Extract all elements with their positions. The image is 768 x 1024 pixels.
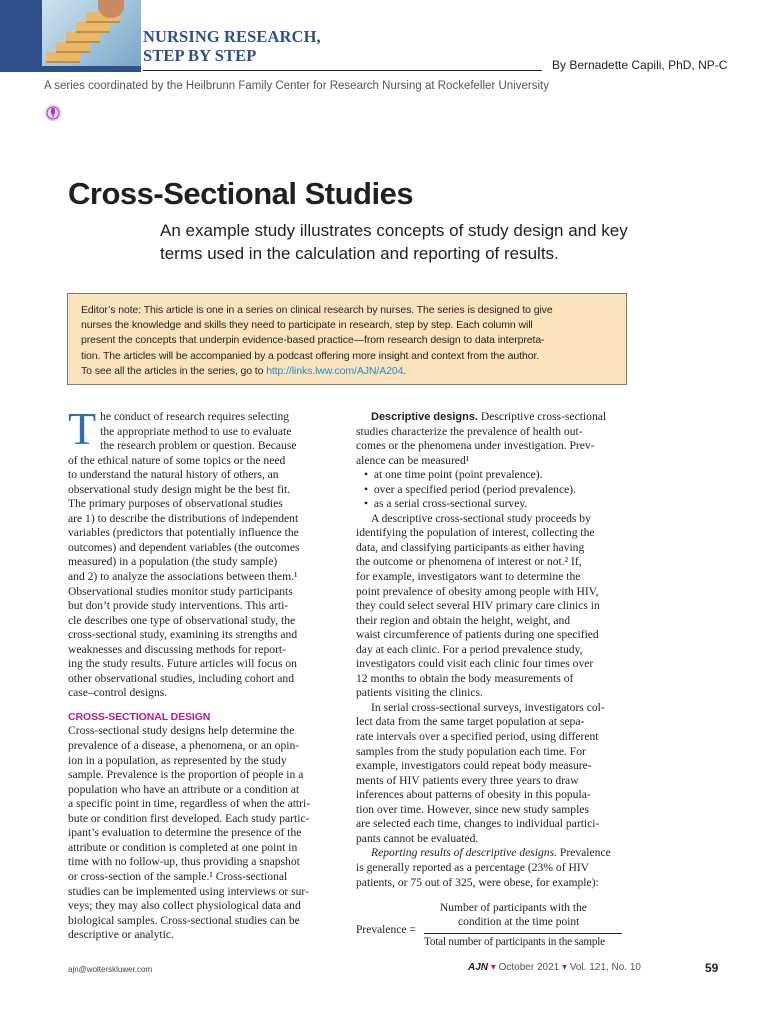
- body-line: time with no follow-up, thus providing a snapshot: [68, 855, 300, 869]
- body-line: rate intervals over a specified period, using different: [356, 730, 599, 744]
- list-item: • at one time point (point prevalence).: [364, 468, 543, 482]
- body-line: prevalence of a disease, a phenomena, or an opin-: [68, 739, 300, 753]
- body-line: attribute or condition is completed at one point in: [68, 840, 298, 854]
- body-line: bute or condition first developed. Each study partic-: [68, 811, 310, 825]
- body-line: pants cannot be evaluated.: [356, 831, 479, 845]
- body-line: he conduct of research requires selecting: [100, 410, 290, 423]
- series-link[interactable]: http://links.lww.com/AJN/A204: [266, 364, 404, 377]
- body-line: samples from the study population each time. For: [356, 744, 586, 758]
- body-line: or cross-section of the sample.¹ Cross-sectional: [68, 869, 288, 883]
- header-steps-image: [42, 0, 141, 66]
- body-line: Observational studies monitor study participants: [68, 584, 293, 598]
- body-line: [356, 846, 628, 861]
- header-rule: [143, 70, 542, 71]
- editors-note-line: tion. The articles will be accompanied by a podcast offering more insight and context from the author.: [81, 349, 540, 362]
- volume-issue: Vol. 121, No. 10: [569, 962, 641, 973]
- intro-paragraph: [68, 403, 350, 701]
- editors-note-box: [67, 293, 627, 385]
- author-byline: By Bernadette Capili, PhD, NP-C: [552, 58, 728, 72]
- list-item: • over a specified period (period prevalence).: [364, 482, 577, 496]
- body-line: identifying the population of interest, collecting the: [356, 526, 595, 540]
- body-line: cle describes one type of observational study, the: [68, 613, 296, 627]
- editors-note-link-prefix: To see all the articles in the series, go to: [81, 364, 267, 377]
- body-line: ing the study results. Future articles will focus on: [68, 657, 297, 671]
- italic-run-in: Reporting results of descriptive designs.: [371, 846, 558, 860]
- section-heading: CROSS-SECTIONAL DESIGN: [68, 710, 211, 723]
- body-line: studies can be implemented using interviews or sur-: [68, 884, 309, 898]
- body-line: inferences about patterns of obesity in this popula-: [356, 788, 591, 802]
- body-line: sample. Prevalence is the proportion of people in a: [68, 768, 304, 782]
- editors-note-last-line: [81, 364, 614, 379]
- body-line: their region and obtain the height, weight, and: [356, 613, 571, 627]
- bullet-text: at one time point (point prevalence).: [373, 468, 543, 482]
- body-line: outcomes) and dependent variables (the outcomes: [68, 540, 300, 554]
- body-line: patients, or 75 out of 325, were obese, for example):: [356, 875, 599, 889]
- body-line: day at each clinic. For a period prevalence study,: [356, 642, 583, 656]
- body-line: is generally reported as a percentage (23% of HIV: [356, 860, 590, 874]
- body-line: In serial cross-sectional surveys, investigators col-: [371, 700, 605, 714]
- series-title-line2: STEP BY STEP: [143, 46, 257, 65]
- body-line: studies characterize the prevalence of health out-: [356, 424, 583, 438]
- body-line: the appropriate method to use to evaluate: [100, 424, 292, 438]
- body-line: veys; they may also collect physiological data and: [68, 899, 301, 913]
- body-line: investigators could visit each clinic four times over: [356, 657, 594, 671]
- issue-date: October 2021: [498, 962, 560, 973]
- body-line: alence can be measured¹: [356, 453, 470, 467]
- body-line: they could select several HIV primary care clinics in: [356, 599, 600, 613]
- body-line: ipant’s evaluation to determine the presence of the: [68, 826, 302, 840]
- article-title: Cross-Sectional Studies: [68, 176, 414, 211]
- body-line: The primary purposes of observational studies: [68, 497, 283, 511]
- body-line: descriptive or analytic.: [68, 928, 174, 942]
- body-column-right: [356, 410, 628, 890]
- bullet-text: over a specified period (period prevalence).: [373, 482, 577, 496]
- prevalence-formula: [356, 902, 628, 952]
- footer-email: ajn@wolterskluwer.com: [68, 965, 153, 974]
- body-line: 12 months to obtain the body measurements of: [356, 671, 574, 685]
- run-in-text: Descriptive cross-sectional: [478, 410, 607, 423]
- body-line: lect data from the same target population at sepa-: [356, 715, 585, 729]
- body-line: for example, investigators want to determine the: [356, 570, 581, 584]
- formula-label: Prevalence =: [356, 924, 416, 936]
- formula-numerator-line1: Number of participants with the: [440, 902, 587, 914]
- body-line: and 2) to analyze the associations between them.¹: [68, 570, 298, 584]
- body-line: ments of HIV patients every three years to draw: [356, 773, 579, 787]
- body-column-left: [68, 403, 350, 943]
- body-line: A descriptive cross-sectional study proceeds by: [371, 511, 591, 525]
- body-line: patients visiting the clinics.: [356, 686, 483, 700]
- body-line: are 1) to describe the distributions of independent: [68, 511, 299, 525]
- journal-name: AJN: [468, 962, 489, 973]
- editors-note-line: nurses the knowledge and skills they need to participate in research, step by step. Each column will: [81, 319, 533, 332]
- body-line: the research problem or question. Because: [100, 439, 297, 453]
- series-title-line1: NURSING RESEARCH,: [143, 27, 321, 46]
- body-line: variables (predictors that potentially influence the: [68, 526, 299, 540]
- formula-denominator: Total number of participants in the sample: [424, 936, 605, 948]
- podcast-icon[interactable]: [44, 104, 62, 122]
- body-line: other observational studies, including cohort and: [68, 671, 295, 685]
- editors-note-line: Editor’s note: This article is one in a series on clinical research by nurses. The series is designed to give: [81, 304, 553, 316]
- body-line: ion in a population, as represented by the study: [68, 753, 287, 767]
- body-line: population who have an attribute or a condition at: [68, 782, 300, 796]
- list-item: • as a serial cross-sectional survey.: [364, 497, 528, 511]
- body-line: Cross-sectional study designs help determine the: [68, 724, 295, 738]
- body-line: tion over time. However, since new study samples: [356, 802, 589, 816]
- body-line: comes or the phenomena under investigation. Prev-: [356, 439, 595, 453]
- formula-fraction-bar: [424, 933, 622, 934]
- page-number: 59: [705, 961, 719, 975]
- body-line: weaknesses and discussing methods for report-: [68, 642, 286, 656]
- series-title: [143, 27, 321, 65]
- body-line: data, and classifying participants as either having: [356, 540, 585, 554]
- body-line: observational study design might be the best fit.: [68, 482, 291, 496]
- body-line: waist circumference of patients during one specified: [356, 628, 599, 642]
- body-line: example, investigators could repeat body measure-: [356, 759, 592, 773]
- body-line: to understand the natural history of others, an: [68, 468, 279, 482]
- run-in-heading: Descriptive designs.: [371, 411, 478, 423]
- body-line: are selected each time, changes to individual partici-: [356, 817, 600, 831]
- section-paragraph: [68, 724, 350, 942]
- drop-cap: T: [68, 403, 97, 454]
- run-in-line: [356, 410, 628, 425]
- editors-note-period: .: [403, 364, 407, 377]
- series-coordinator-line: A series coordinated by the Heilbrunn Family Center for Research Nursing at Rockefeller University: [44, 80, 549, 92]
- body-line: point prevalence of obesity among people with HIV,: [356, 584, 599, 598]
- body-line: biological samples. Cross-sectional studies can be: [68, 913, 300, 927]
- body-line: cross-sectional study, examining its strengths and: [68, 628, 298, 642]
- article-deck: An example study illustrates concepts of study design and key terms used in the calculation and reporting of results.: [160, 221, 628, 263]
- body-line: the outcome or phenomena of interest or not.² If,: [356, 555, 582, 569]
- body-line: of the ethical nature of some topics or the need: [68, 453, 286, 467]
- body-line: but don’t provide study interventions. This arti-: [68, 599, 289, 613]
- bullet-text: as a serial cross-sectional survey.: [373, 497, 528, 511]
- run-in-text: Prevalence: [557, 846, 611, 860]
- body-line: a specific point in time, regardless of when the attri-: [68, 797, 311, 811]
- formula-numerator-line2: condition at the time point: [458, 916, 580, 928]
- body-line: case–control designs.: [68, 686, 168, 700]
- editors-note-line: present the concepts that underpin evidence-based practice—from research design to data interpreta-: [81, 334, 545, 347]
- body-line: measured) in a population (the study sample): [68, 555, 278, 569]
- footer-journal-info: AJN ▾ October 2021 ▾ Vol. 121, No. 10: [468, 962, 641, 973]
